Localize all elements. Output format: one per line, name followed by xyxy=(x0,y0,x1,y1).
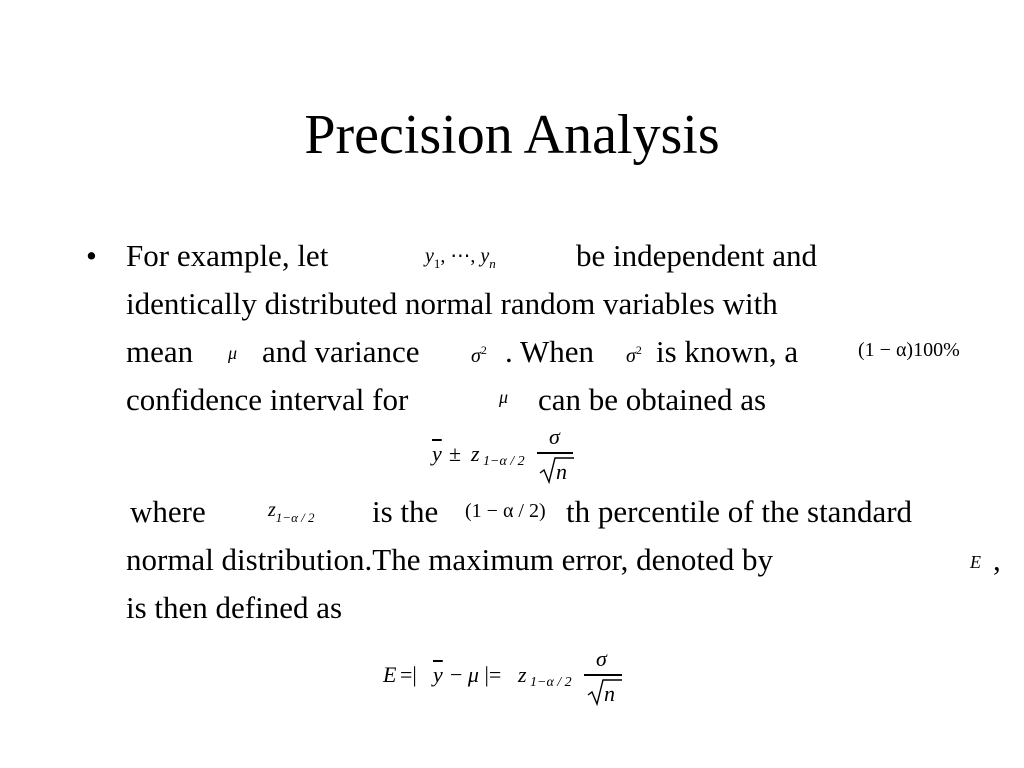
formula-denominator-n-2: n xyxy=(604,681,615,706)
formula-sigma-squared-2: $\sigma^2$ xyxy=(626,343,642,367)
formula-ybar-2: $\overline{y}$ xyxy=(433,662,443,687)
body-line3-text-b: and variance xyxy=(262,334,420,369)
formula-z-subscript-2: 1−α / 2 xyxy=(530,675,572,690)
body-line5-text-c: th percentile of the standard xyxy=(566,494,913,529)
body-line6-text-b: , xyxy=(993,542,1001,577)
formula-denominator-n: n xyxy=(556,459,567,484)
formula-mu-2: μ xyxy=(499,387,509,407)
formula-confidence-level: (1 − α)100% xyxy=(858,339,960,361)
body-line1-text-a: For example, let xyxy=(126,238,329,273)
formula-ybar: $\overline{y}$ xyxy=(432,441,442,466)
formula-numerator-sigma: σ xyxy=(549,424,560,449)
body-line4-text-b: can be obtained as xyxy=(538,382,767,417)
body-line6-text-a: normal distribution.The maximum error, denoted by xyxy=(126,542,774,577)
body-line1-text-b: be independent and xyxy=(576,238,818,273)
body-line3-text-a: mean xyxy=(126,334,194,369)
formula-plus-minus: ± xyxy=(449,441,462,466)
formula-percentile: (1 − α / 2) xyxy=(465,500,546,522)
body-line3-text-c: . When xyxy=(505,334,594,369)
formula-E-symbol: E xyxy=(970,552,981,572)
body-line3-text-d: is known, a xyxy=(656,334,799,369)
formula-z-subscript: 1−α / 2 xyxy=(483,454,525,469)
formula-z-2: z xyxy=(518,662,527,687)
body-line7-text: is then defined as xyxy=(126,590,343,625)
formula-minus-mu: − μ |= xyxy=(450,662,502,687)
formula-numerator-sigma-2: σ xyxy=(596,646,607,671)
formula-z-quantile: $z_{1-\alpha / 2}$ xyxy=(268,499,315,525)
slide-title: Precision Analysis xyxy=(304,104,720,166)
formula-sample-sequence: $y_1$, ⋯, $y_n$ xyxy=(425,245,496,271)
formula-mu-1: μ xyxy=(228,343,238,363)
formula-fraction-bar-2 xyxy=(584,674,622,676)
body-line5-text-a: where xyxy=(130,494,206,529)
formula-E-lhs: E xyxy=(383,662,397,687)
body-line4-text-a: confidence interval for xyxy=(126,382,409,417)
body-line2-text: identically distributed normal random variables with xyxy=(126,286,778,321)
formula-sigma-squared-1: $\sigma^2$ xyxy=(471,343,487,367)
bullet-marker: • xyxy=(86,238,97,273)
formula-eq-abs-open: =| xyxy=(400,662,417,687)
formula-fraction-bar xyxy=(537,452,573,454)
body-line5-text-b: is the xyxy=(372,494,439,529)
formula-z: z xyxy=(471,441,480,466)
